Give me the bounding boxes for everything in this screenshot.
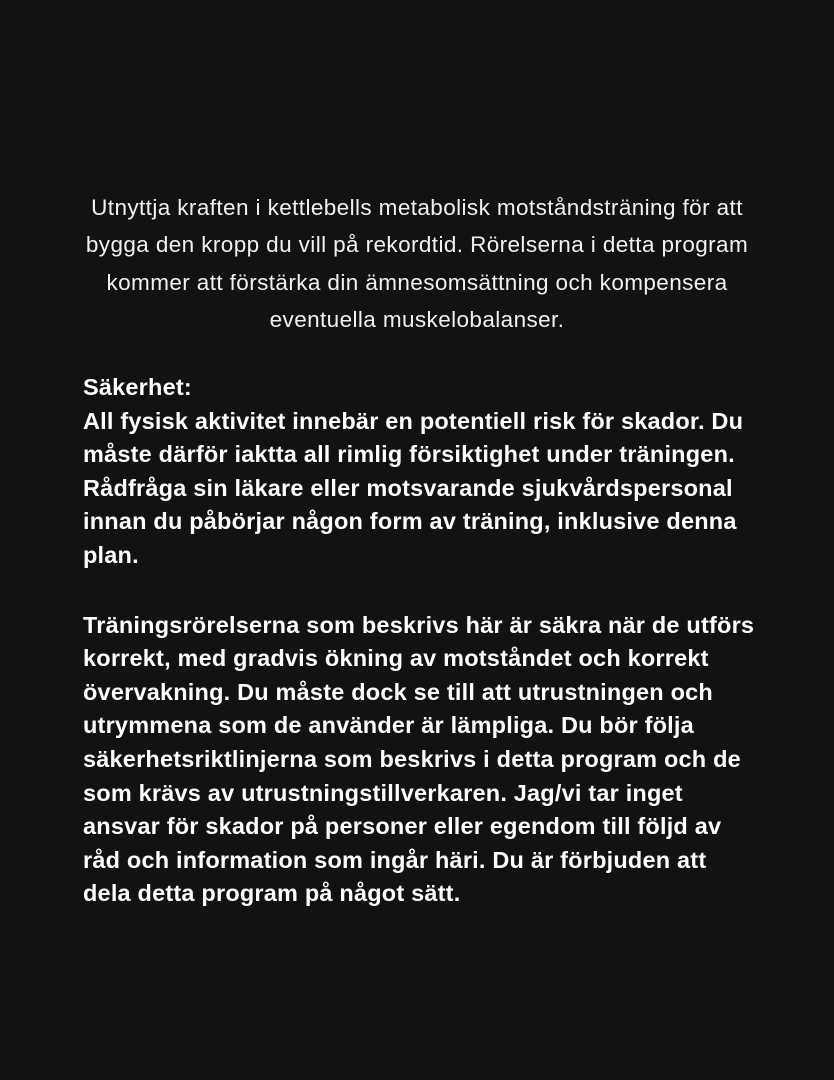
safety-heading: Säkerhet: [83,374,192,400]
safety-paragraph-2: Träningsrörelserna som beskrivs här är säkra när de utförs korrekt, med gradvis ökning av motståndet och korrekt övervakning. Du måste dock se till att utrustningen och utrymmena som de använder är lämpliga. Du bör följa säkerhetsriktlinjerna som beskrivs i detta program och de som krävs av utrustningstillverkaren. Jag/vi tar inget ansvar för skador på personer eller egendom till följd av råd och information som ingår häri. Du är förbjuden att dela detta program på något sätt. [83,611,755,907]
intro-paragraph: Utnyttja kraften i kettlebells metabolisk motståndsträning för att bygga den kropp du vill på rekordtid. Rörelserna i detta program kommer att förstärka din ämnesomsättning och kompensera eventuella muskelobalanser. [85,194,749,332]
safety-paragraph-1: All fysisk aktivitet innebär en potentiell risk för skador. Du måste därför iaktta all rimlig försiktighet under träningen. Rådfråga sin läkare eller motsvarande sjukvårdspersonal innan du påbörjar någon form av träning, inklusive denna plan. [83,407,744,568]
safety-section [83,371,755,911]
